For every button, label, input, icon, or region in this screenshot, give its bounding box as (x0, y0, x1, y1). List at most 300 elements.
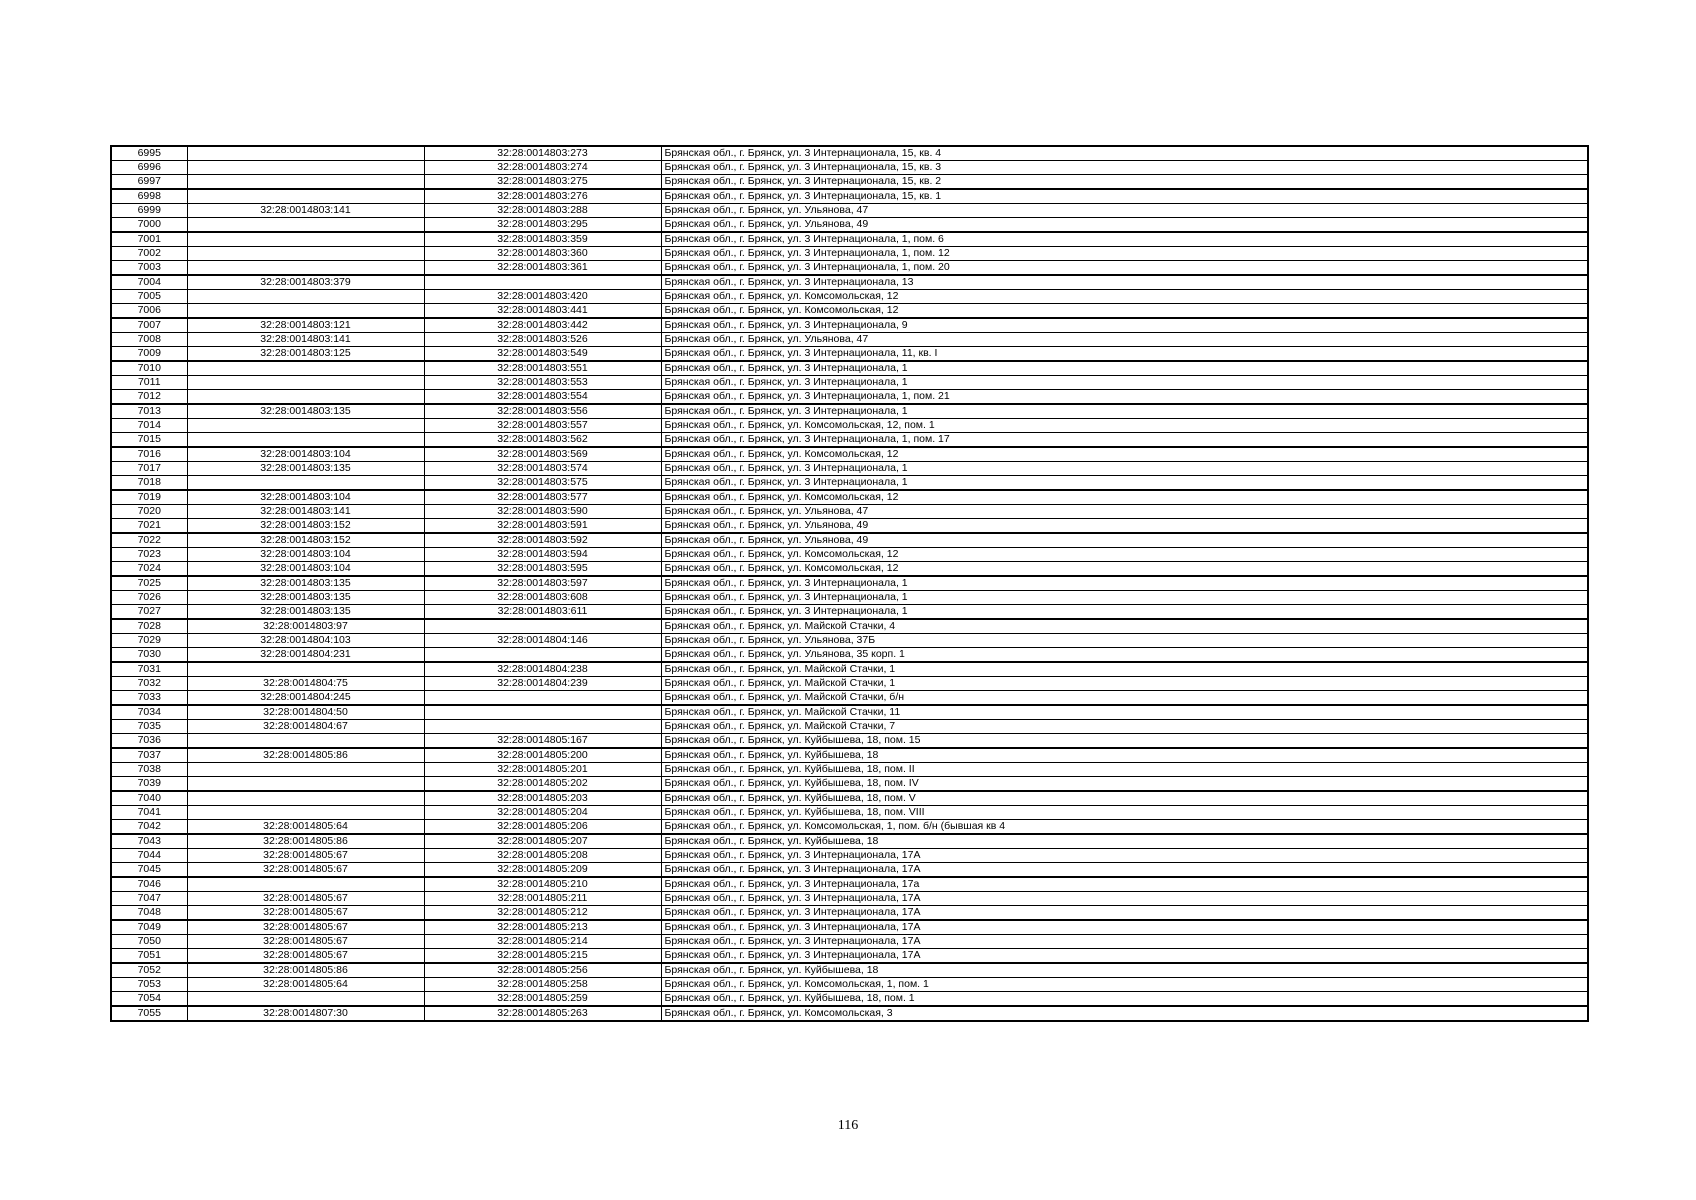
row-number-cell: 7040 (111, 791, 187, 806)
parent-cadastral-number-cell: 32:28:0014803:135 (187, 605, 424, 620)
parent-cadastral-number-cell (187, 419, 424, 433)
parent-cadastral-number-cell (187, 304, 424, 319)
row-number-cell: 7048 (111, 906, 187, 921)
row-number-cell: 7041 (111, 806, 187, 820)
parent-cadastral-number-cell (187, 161, 424, 175)
parent-cadastral-number-cell (187, 662, 424, 677)
address-cell: Брянская обл., г. Брянск, ул. 3 Интернационала, 1, пом. 12 (661, 247, 1588, 261)
parent-cadastral-number-cell: 32:28:0014803:125 (187, 347, 424, 362)
cadastral-number-cell (424, 619, 661, 634)
parent-cadastral-number-cell: 32:28:0014803:97 (187, 619, 424, 634)
table-row (111, 963, 1588, 978)
parent-cadastral-number-cell (187, 777, 424, 792)
row-number-cell: 7007 (111, 318, 187, 333)
table-row (111, 691, 1588, 706)
address-cell: Брянская обл., г. Брянск, ул. Майской Стачки, 4 (661, 619, 1588, 634)
cadastral-number-cell: 32:28:0014803:592 (424, 533, 661, 548)
address-cell: Брянская обл., г. Брянск, ул. 3 Интернационала, 1 (661, 476, 1588, 491)
cadastral-number-cell: 32:28:0014803:288 (424, 204, 661, 218)
row-number-cell: 7029 (111, 634, 187, 648)
parent-cadastral-number-cell: 32:28:0014803:104 (187, 490, 424, 505)
table-row (111, 791, 1588, 806)
row-number-cell: 7035 (111, 720, 187, 734)
address-cell: Брянская обл., г. Брянск, ул. Комсомольская, 12 (661, 548, 1588, 562)
cadastral-number-cell: 32:28:0014804:239 (424, 677, 661, 691)
cadastral-number-cell: 32:28:0014803:361 (424, 261, 661, 276)
parent-cadastral-number-cell (187, 175, 424, 190)
parent-cadastral-number-cell (187, 433, 424, 448)
table-row (111, 734, 1588, 749)
address-cell: Брянская обл., г. Брянск, ул. 3 Интернационала, 1, пом. 17 (661, 433, 1588, 448)
parent-cadastral-number-cell: 32:28:0014803:379 (187, 275, 424, 290)
address-cell: Брянская обл., г. Брянск, ул. 3 Интернационала, 17а (661, 877, 1588, 892)
cadastral-number-cell: 32:28:0014805:263 (424, 1006, 661, 1021)
row-number-cell: 7033 (111, 691, 187, 706)
address-cell: Брянская обл., г. Брянск, ул. Комсомольская, 12 (661, 562, 1588, 577)
parent-cadastral-number-cell (187, 806, 424, 820)
table-row (111, 519, 1588, 534)
cadastral-number-cell: 32:28:0014805:210 (424, 877, 661, 892)
table-row (111, 806, 1588, 820)
table-row (111, 347, 1588, 362)
parent-cadastral-number-cell: 32:28:0014805:67 (187, 906, 424, 921)
parent-cadastral-number-cell (187, 763, 424, 777)
parent-cadastral-number-cell (187, 361, 424, 376)
row-number-cell: 7010 (111, 361, 187, 376)
cadastral-number-cell: 32:28:0014805:259 (424, 992, 661, 1007)
table-row (111, 247, 1588, 261)
address-cell: Брянская обл., г. Брянск, ул. Комсомольская, 1, пом. б/н (бывшая кв 4 (661, 820, 1588, 835)
parent-cadastral-number-cell (187, 476, 424, 491)
table-row (111, 834, 1588, 849)
row-number-cell: 7050 (111, 935, 187, 949)
row-number-cell: 7020 (111, 505, 187, 519)
parent-cadastral-number-cell: 32:28:0014805:67 (187, 849, 424, 863)
table-row (111, 849, 1588, 863)
table-row (111, 275, 1588, 290)
table-row (111, 505, 1588, 519)
table-row (111, 619, 1588, 634)
table-row (111, 634, 1588, 648)
address-cell: Брянская обл., г. Брянск, ул. Комсомольская, 12 (661, 490, 1588, 505)
row-number-cell: 7046 (111, 877, 187, 892)
address-cell: Брянская обл., г. Брянск, ул. Ульянова, 47 (661, 204, 1588, 218)
address-cell: Брянская обл., г. Брянск, ул. 3 Интернационала, 1, пом. 21 (661, 390, 1588, 405)
table-row (111, 863, 1588, 878)
parent-cadastral-number-cell (187, 146, 424, 161)
parent-cadastral-number-cell (187, 247, 424, 261)
table-row (111, 705, 1588, 720)
row-number-cell: 6998 (111, 189, 187, 204)
row-number-cell: 7019 (111, 490, 187, 505)
row-number-cell: 7014 (111, 419, 187, 433)
address-cell: Брянская обл., г. Брянск, ул. Майской Стачки, 1 (661, 677, 1588, 691)
registry-table-body (111, 146, 1588, 1021)
address-cell: Брянская обл., г. Брянск, ул. Ульянова, 49 (661, 218, 1588, 233)
address-cell: Брянская обл., г. Брянск, ул. Куйбышева, 18 (661, 834, 1588, 849)
row-number-cell: 7003 (111, 261, 187, 276)
address-cell: Брянская обл., г. Брянск, ул. 3 Интернационала, 11, кв. I (661, 347, 1588, 362)
parent-cadastral-number-cell: 32:28:0014804:67 (187, 720, 424, 734)
parent-cadastral-number-cell: 32:28:0014803:141 (187, 505, 424, 519)
cadastral-number-cell: 32:28:0014805:167 (424, 734, 661, 749)
parent-cadastral-number-cell: 32:28:0014805:67 (187, 863, 424, 878)
table-row (111, 175, 1588, 190)
table-row (111, 677, 1588, 691)
row-number-cell: 7013 (111, 404, 187, 419)
row-number-cell: 7038 (111, 763, 187, 777)
cadastral-number-cell: 32:28:0014803:597 (424, 576, 661, 591)
address-cell: Брянская обл., г. Брянск, ул. 3 Интернационала, 17А (661, 949, 1588, 964)
parent-cadastral-number-cell (187, 791, 424, 806)
cadastral-number-cell: 32:28:0014805:215 (424, 949, 661, 964)
parent-cadastral-number-cell: 32:28:0014804:245 (187, 691, 424, 706)
row-number-cell: 7027 (111, 605, 187, 620)
table-row (111, 562, 1588, 577)
parent-cadastral-number-cell: 32:28:0014805:86 (187, 834, 424, 849)
row-number-cell: 6999 (111, 204, 187, 218)
row-number-cell: 7009 (111, 347, 187, 362)
table-row (111, 576, 1588, 591)
address-cell: Брянская обл., г. Брянск, ул. 3 Интернационала, 15, кв. 1 (661, 189, 1588, 204)
parent-cadastral-number-cell (187, 218, 424, 233)
cadastral-number-cell: 32:28:0014803:441 (424, 304, 661, 319)
parent-cadastral-number-cell: 32:28:0014803:135 (187, 462, 424, 476)
cadastral-number-cell: 32:28:0014805:258 (424, 978, 661, 992)
table-row (111, 591, 1588, 605)
address-cell: Брянская обл., г. Брянск, ул. Комсомольская, 1, пом. 1 (661, 978, 1588, 992)
address-cell: Брянская обл., г. Брянск, ул. 3 Интернационала, 1 (661, 605, 1588, 620)
cadastral-number-cell: 32:28:0014803:556 (424, 404, 661, 419)
registry-table (110, 145, 1589, 1022)
parent-cadastral-number-cell (187, 261, 424, 276)
cadastral-number-cell: 32:28:0014803:359 (424, 232, 661, 247)
address-cell: Брянская обл., г. Брянск, ул. Куйбышева, 18, пом. VIII (661, 806, 1588, 820)
cadastral-number-cell: 32:28:0014805:202 (424, 777, 661, 792)
row-number-cell: 7031 (111, 662, 187, 677)
cadastral-number-cell: 32:28:0014805:211 (424, 892, 661, 906)
address-cell: Брянская обл., г. Брянск, ул. Ульянова, 49 (661, 533, 1588, 548)
cadastral-number-cell (424, 275, 661, 290)
table-row (111, 763, 1588, 777)
table-row (111, 161, 1588, 175)
row-number-cell: 7004 (111, 275, 187, 290)
parent-cadastral-number-cell: 32:28:0014803:135 (187, 404, 424, 419)
table-row (111, 462, 1588, 476)
table-row (111, 892, 1588, 906)
parent-cadastral-number-cell: 32:28:0014803:135 (187, 576, 424, 591)
row-number-cell: 6997 (111, 175, 187, 190)
address-cell: Брянская обл., г. Брянск, ул. Майской Стачки, 11 (661, 705, 1588, 720)
cadastral-number-cell: 32:28:0014803:274 (424, 161, 661, 175)
parent-cadastral-number-cell: 32:28:0014805:86 (187, 963, 424, 978)
table-row (111, 318, 1588, 333)
address-cell: Брянская обл., г. Брянск, ул. 3 Интернационала, 15, кв. 4 (661, 146, 1588, 161)
table-row (111, 920, 1588, 935)
row-number-cell: 7021 (111, 519, 187, 534)
address-cell: Брянская обл., г. Брянск, ул. Майской Стачки, 1 (661, 662, 1588, 677)
parent-cadastral-number-cell: 32:28:0014803:141 (187, 204, 424, 218)
parent-cadastral-number-cell (187, 376, 424, 390)
address-cell: Брянская обл., г. Брянск, ул. 3 Интернационала, 17А (661, 863, 1588, 878)
cadastral-number-cell: 32:28:0014803:549 (424, 347, 661, 362)
cadastral-number-cell: 32:28:0014803:594 (424, 548, 661, 562)
table-row (111, 218, 1588, 233)
address-cell: Брянская обл., г. Брянск, ул. 3 Интернационала, 1, пом. 20 (661, 261, 1588, 276)
cadastral-number-cell (424, 705, 661, 720)
row-number-cell: 7022 (111, 533, 187, 548)
parent-cadastral-number-cell (187, 189, 424, 204)
parent-cadastral-number-cell: 32:28:0014803:121 (187, 318, 424, 333)
cadastral-number-cell: 32:28:0014803:574 (424, 462, 661, 476)
address-cell: Брянская обл., г. Брянск, ул. Ульянова, 47 (661, 333, 1588, 347)
table-row (111, 333, 1588, 347)
address-cell: Брянская обл., г. Брянск, ул. Майской Стачки, 7 (661, 720, 1588, 734)
table-row (111, 906, 1588, 921)
cadastral-number-cell: 32:28:0014803:557 (424, 419, 661, 433)
row-number-cell: 7053 (111, 978, 187, 992)
parent-cadastral-number-cell: 32:28:0014805:67 (187, 892, 424, 906)
address-cell: Брянская обл., г. Брянск, ул. 3 Интернационала, 1, пом. 6 (661, 232, 1588, 247)
cadastral-number-cell: 32:28:0014803:562 (424, 433, 661, 448)
address-cell: Брянская обл., г. Брянск, ул. 3 Интернационала, 9 (661, 318, 1588, 333)
address-cell: Брянская обл., г. Брянск, ул. 3 Интернационала, 1 (661, 376, 1588, 390)
table-row (111, 376, 1588, 390)
row-number-cell: 7016 (111, 447, 187, 462)
row-number-cell: 7008 (111, 333, 187, 347)
address-cell: Брянская обл., г. Брянск, ул. Комсомольская, 12 (661, 304, 1588, 319)
cadastral-number-cell: 32:28:0014803:595 (424, 562, 661, 577)
address-cell: Брянская обл., г. Брянск, ул. Куйбышева, 18, пом. 15 (661, 734, 1588, 749)
cadastral-number-cell: 32:28:0014803:608 (424, 591, 661, 605)
table-row (111, 146, 1588, 161)
table-row (111, 361, 1588, 376)
address-cell: Брянская обл., г. Брянск, ул. 3 Интернационала, 1 (661, 591, 1588, 605)
row-number-cell: 7051 (111, 949, 187, 964)
table-row (111, 204, 1588, 218)
row-number-cell: 7017 (111, 462, 187, 476)
cadastral-number-cell: 32:28:0014803:526 (424, 333, 661, 347)
table-row (111, 548, 1588, 562)
parent-cadastral-number-cell: 32:28:0014805:67 (187, 949, 424, 964)
address-cell: Брянская обл., г. Брянск, ул. Куйбышева, 18, пом. V (661, 791, 1588, 806)
cadastral-number-cell: 32:28:0014803:591 (424, 519, 661, 534)
row-number-cell: 7036 (111, 734, 187, 749)
cadastral-number-cell: 32:28:0014805:256 (424, 963, 661, 978)
parent-cadastral-number-cell (187, 992, 424, 1007)
cadastral-number-cell: 32:28:0014804:238 (424, 662, 661, 677)
cadastral-number-cell: 32:28:0014803:420 (424, 290, 661, 304)
row-number-cell: 7023 (111, 548, 187, 562)
table-row (111, 720, 1588, 734)
cadastral-number-cell (424, 648, 661, 663)
cadastral-number-cell: 32:28:0014805:203 (424, 791, 661, 806)
address-cell: Брянская обл., г. Брянск, ул. 3 Интернационала, 1 (661, 404, 1588, 419)
cadastral-number-cell: 32:28:0014805:206 (424, 820, 661, 835)
cadastral-number-cell: 32:28:0014803:553 (424, 376, 661, 390)
address-cell: Брянская обл., г. Брянск, ул. Куйбышева, 18, пом. 1 (661, 992, 1588, 1007)
address-cell: Брянская обл., г. Брянск, ул. Майской Стачки, б/н (661, 691, 1588, 706)
table-row (111, 290, 1588, 304)
table-row (111, 949, 1588, 964)
table-row (111, 433, 1588, 448)
table-row (111, 820, 1588, 835)
parent-cadastral-number-cell: 32:28:0014804:75 (187, 677, 424, 691)
cadastral-number-cell: 32:28:0014803:442 (424, 318, 661, 333)
parent-cadastral-number-cell: 32:28:0014804:50 (187, 705, 424, 720)
row-number-cell: 7052 (111, 963, 187, 978)
cadastral-number-cell: 32:28:0014803:551 (424, 361, 661, 376)
cadastral-number-cell: 32:28:0014805:201 (424, 763, 661, 777)
parent-cadastral-number-cell: 32:28:0014804:231 (187, 648, 424, 663)
row-number-cell: 7024 (111, 562, 187, 577)
table-row (111, 1006, 1588, 1021)
cadastral-number-cell: 32:28:0014803:554 (424, 390, 661, 405)
parent-cadastral-number-cell: 32:28:0014805:67 (187, 920, 424, 935)
row-number-cell: 7039 (111, 777, 187, 792)
row-number-cell: 7049 (111, 920, 187, 935)
parent-cadastral-number-cell: 32:28:0014803:152 (187, 519, 424, 534)
cadastral-number-cell: 32:28:0014803:273 (424, 146, 661, 161)
row-number-cell: 6995 (111, 146, 187, 161)
table-row (111, 648, 1588, 663)
table-row (111, 490, 1588, 505)
parent-cadastral-number-cell (187, 290, 424, 304)
address-cell: Брянская обл., г. Брянск, ул. 3 Интернационала, 15, кв. 2 (661, 175, 1588, 190)
address-cell: Брянская обл., г. Брянск, ул. Ульянова, 37Б (661, 634, 1588, 648)
row-number-cell: 7047 (111, 892, 187, 906)
cadastral-number-cell: 32:28:0014803:276 (424, 189, 661, 204)
table-row (111, 748, 1588, 763)
table-row (111, 992, 1588, 1007)
row-number-cell: 7028 (111, 619, 187, 634)
cadastral-number-cell: 32:28:0014805:213 (424, 920, 661, 935)
parent-cadastral-number-cell: 32:28:0014803:104 (187, 447, 424, 462)
row-number-cell: 7005 (111, 290, 187, 304)
cadastral-number-cell: 32:28:0014805:200 (424, 748, 661, 763)
page-number: 116 (837, 1118, 859, 1133)
parent-cadastral-number-cell: 32:28:0014803:104 (187, 562, 424, 577)
row-number-cell: 7030 (111, 648, 187, 663)
cadastral-number-cell: 32:28:0014803:575 (424, 476, 661, 491)
cadastral-number-cell: 32:28:0014803:577 (424, 490, 661, 505)
row-number-cell: 7000 (111, 218, 187, 233)
table-row (111, 777, 1588, 792)
parent-cadastral-number-cell: 32:28:0014803:104 (187, 548, 424, 562)
row-number-cell: 7043 (111, 834, 187, 849)
cadastral-number-cell: 32:28:0014803:295 (424, 218, 661, 233)
row-number-cell: 7025 (111, 576, 187, 591)
row-number-cell: 7001 (111, 232, 187, 247)
address-cell: Брянская обл., г. Брянск, ул. Комсомольская, 3 (661, 1006, 1588, 1021)
address-cell: Брянская обл., г. Брянск, ул. Комсомольская, 12 (661, 290, 1588, 304)
table-row (111, 261, 1588, 276)
address-cell: Брянская обл., г. Брянск, ул. 3 Интернационала, 17А (661, 892, 1588, 906)
cadastral-number-cell (424, 691, 661, 706)
cadastral-number-cell: 32:28:0014804:146 (424, 634, 661, 648)
parent-cadastral-number-cell: 32:28:0014805:86 (187, 748, 424, 763)
table-row (111, 404, 1588, 419)
row-number-cell: 7034 (111, 705, 187, 720)
cadastral-number-cell: 32:28:0014805:209 (424, 863, 661, 878)
table-row (111, 877, 1588, 892)
address-cell: Брянская обл., г. Брянск, ул. 3 Интернационала, 15, кв. 3 (661, 161, 1588, 175)
table-row (111, 304, 1588, 319)
table-row (111, 533, 1588, 548)
table-row (111, 662, 1588, 677)
address-cell: Брянская обл., г. Брянск, ул. Ульянова, 47 (661, 505, 1588, 519)
row-number-cell: 7042 (111, 820, 187, 835)
parent-cadastral-number-cell: 32:28:0014804:103 (187, 634, 424, 648)
cadastral-number-cell: 32:28:0014803:275 (424, 175, 661, 190)
row-number-cell: 7018 (111, 476, 187, 491)
address-cell: Брянская обл., г. Брянск, ул. 3 Интернационала, 13 (661, 275, 1588, 290)
cadastral-number-cell: 32:28:0014805:204 (424, 806, 661, 820)
cadastral-number-cell (424, 720, 661, 734)
address-cell: Брянская обл., г. Брянск, ул. 3 Интернационала, 1 (661, 361, 1588, 376)
address-cell: Брянская обл., г. Брянск, ул. Ульянова, 49 (661, 519, 1588, 534)
cadastral-number-cell: 32:28:0014803:590 (424, 505, 661, 519)
row-number-cell: 7054 (111, 992, 187, 1007)
table-row (111, 390, 1588, 405)
row-number-cell: 7037 (111, 748, 187, 763)
parent-cadastral-number-cell (187, 232, 424, 247)
row-number-cell: 7002 (111, 247, 187, 261)
cadastral-number-cell: 32:28:0014805:214 (424, 935, 661, 949)
address-cell: Брянская обл., г. Брянск, ул. 3 Интернационала, 17А (661, 906, 1588, 921)
parent-cadastral-number-cell (187, 734, 424, 749)
row-number-cell: 7045 (111, 863, 187, 878)
table-row (111, 419, 1588, 433)
row-number-cell: 7026 (111, 591, 187, 605)
cadastral-number-cell: 32:28:0014805:212 (424, 906, 661, 921)
address-cell: Брянская обл., г. Брянск, ул. 3 Интернационала, 17А (661, 920, 1588, 935)
row-number-cell: 7032 (111, 677, 187, 691)
address-cell: Брянская обл., г. Брянск, ул. Куйбышева, 18, пом. IV (661, 777, 1588, 792)
row-number-cell: 7044 (111, 849, 187, 863)
address-cell: Брянская обл., г. Брянск, ул. Ульянова, 35 корп. 1 (661, 648, 1588, 663)
parent-cadastral-number-cell: 32:28:0014803:141 (187, 333, 424, 347)
cadastral-number-cell: 32:28:0014803:360 (424, 247, 661, 261)
row-number-cell: 7055 (111, 1006, 187, 1021)
cadastral-number-cell: 32:28:0014803:569 (424, 447, 661, 462)
parent-cadastral-number-cell: 32:28:0014803:152 (187, 533, 424, 548)
cadastral-number-cell: 32:28:0014803:611 (424, 605, 661, 620)
parent-cadastral-number-cell: 32:28:0014803:135 (187, 591, 424, 605)
row-number-cell: 6996 (111, 161, 187, 175)
row-number-cell: 7006 (111, 304, 187, 319)
address-cell: Брянская обл., г. Брянск, ул. Куйбышева, 18 (661, 748, 1588, 763)
table-row (111, 189, 1588, 204)
address-cell: Брянская обл., г. Брянск, ул. Комсомольская, 12 (661, 447, 1588, 462)
parent-cadastral-number-cell: 32:28:0014805:67 (187, 935, 424, 949)
row-number-cell: 7012 (111, 390, 187, 405)
table-row (111, 232, 1588, 247)
address-cell: Брянская обл., г. Брянск, ул. 3 Интернационала, 1 (661, 576, 1588, 591)
address-cell: Брянская обл., г. Брянск, ул. 3 Интернационала, 17А (661, 849, 1588, 863)
table-row (111, 447, 1588, 462)
parent-cadastral-number-cell: 32:28:0014805:64 (187, 978, 424, 992)
table-row (111, 978, 1588, 992)
address-cell: Брянская обл., г. Брянск, ул. Комсомольская, 12, пом. 1 (661, 419, 1588, 433)
cadastral-number-cell: 32:28:0014805:208 (424, 849, 661, 863)
parent-cadastral-number-cell: 32:28:0014807:30 (187, 1006, 424, 1021)
address-cell: Брянская обл., г. Брянск, ул. Куйбышева, 18 (661, 963, 1588, 978)
table-row (111, 935, 1588, 949)
parent-cadastral-number-cell (187, 877, 424, 892)
address-cell: Брянская обл., г. Брянск, ул. Куйбышева, 18, пом. II (661, 763, 1588, 777)
address-cell: Брянская обл., г. Брянск, ул. 3 Интернационала, 1 (661, 462, 1588, 476)
